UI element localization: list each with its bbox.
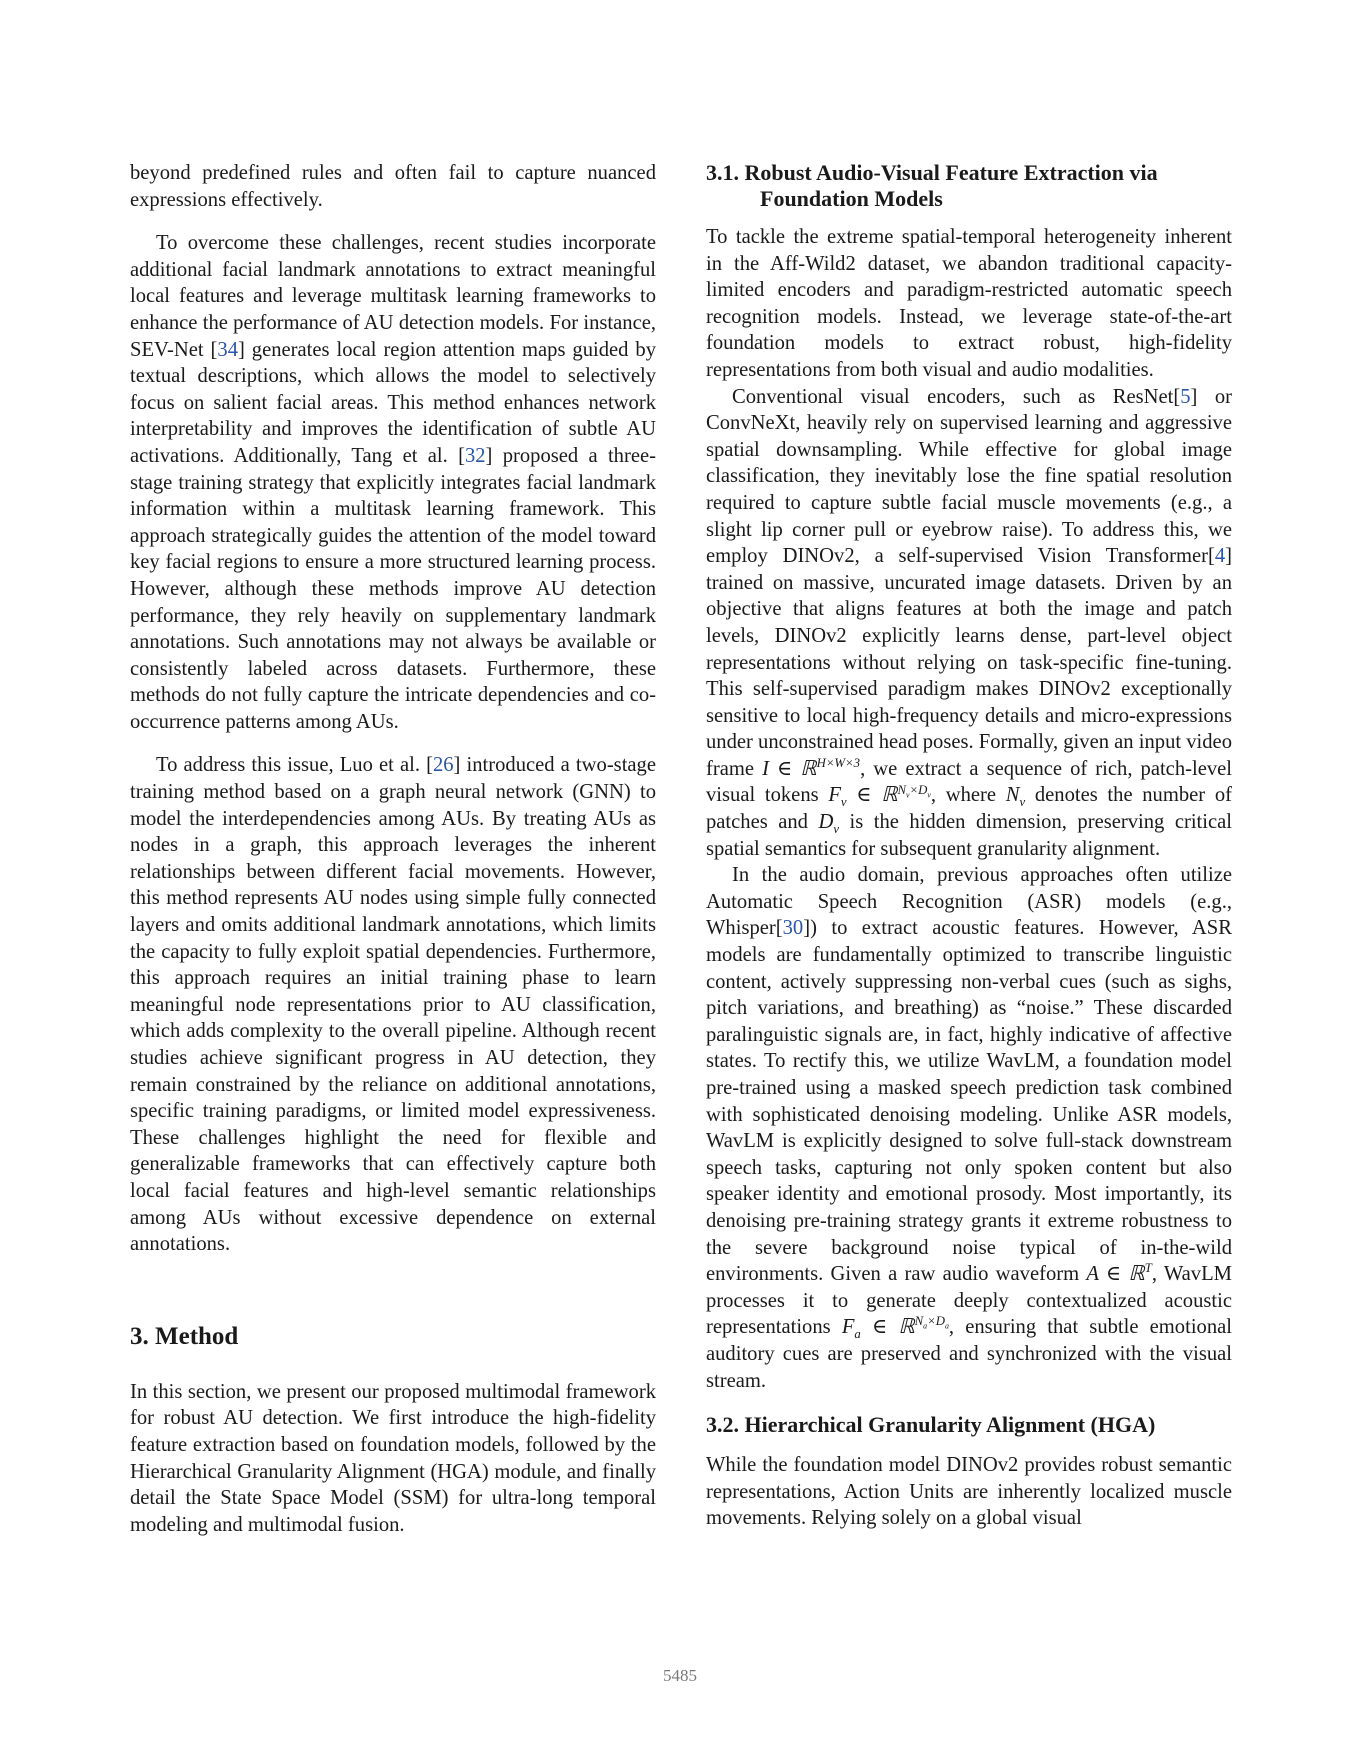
subsection-heading-feature-extraction: 3.1. Robust Audio-Visual Feature Extraction via Foundation Models [706, 160, 1158, 211]
subsection-heading-hga: 3.2. Hierarchical Granularity Alignment (HGA) [706, 1412, 1156, 1438]
citation-link[interactable]: 4 [1214, 545, 1226, 568]
left-column [130, 160, 656, 1538]
paragraph-landmark-methods: To overcome these challenges, recent studies incorporate additional facial landmark annotations to extract meaningful local features and leverage multitask learning frameworks to enhance the performance of AU detection models. For instance, SEV-Net [34] generates local region attention maps guided by textual descriptions, which allows the model to selectively focus on salient facial areas. This method enhances network interpretability and improves the identification of subtle AU activations. Additionally, Tang et al. [32] proposed a three-stage training strategy that explicitly integrates facial landmark information within a multitask learning framework. This approach strategically guides the attention of the model toward key facial regions to ensure a more structured learning process. However, although these methods improve AU detection performance, they rely heavily on supplementary landmark annotations. Such annotations may not always be available or consistently labeled across datasets. Furthermore, these methods do not fully capture the intricate dependencies and co-occurrence patterns among AUs. [130, 232, 656, 733]
paragraph-hga-intro: While the foundation model DINOv2 provides robust semantic representations, Action Units are inherently localized muscle movements. Relying solely on a global visual [706, 1454, 1232, 1530]
paragraph-intro-continued: beyond predefined rules and often fail to capture nuanced expressions effectively. [130, 162, 656, 211]
math-visual-tokens: $F_v$ ∈ ℝ$^{N_v\times D_v}$ [828, 782, 931, 810]
citation-link[interactable]: 5 [1180, 385, 1191, 408]
math-acoustic-features: $F_a$ ∈ ℝ$^{N_a\times D_a}$ [841, 1314, 949, 1342]
citation-link[interactable]: 32 [464, 444, 486, 467]
math-audio-waveform: A ∈ ℝ$^T$ [1086, 1261, 1152, 1286]
paragraph-audio-encoder: In the audio domain, previous approaches often utilize Automatic Speech Recognition (ASR) models (e.g., Whisper[30]) to extract acoustic features. However, ASR models are fundamentally optimized to transcribe linguistic content, actively suppressing non-verbal cues (such as sighs, pitch variations, and breathing) as “noise.” These discarded paralinguistic signals are, in fact, highly indicative of affective states. To rectify this, we utilize WavLM, a foundation model pre-trained using a masked speech prediction task combined with sophisticated denoising modeling. Unlike ASR models, WavLM is explicitly designed to solve full-stack downstream speech tasks, capturing not only spoken content but also speaker identity and emotional prosody. Most importantly, its denoising pre-training strategy grants it extreme robustness to the severe background noise typical of in-the-wild environments. Given a raw audio waveform A ∈ ℝ$^T$, WavLM processes it to generate deeply contextualized acoustic representations $F_a$ ∈ ℝ$^{N_a\times D_a}$, ensuring that subtle emotional auditory cues are preserved and synchronized with the visual stream. [706, 864, 1233, 1392]
citation-link[interactable]: 26 [432, 754, 454, 777]
paragraph-gnn-methods: To address this issue, Luo et al. [26] introduced a two-stage training method based on a graph neural network (GNN) to model the interdependencies among AUs. By treating AUs as nodes in a graph, this approach leverages the inherent relationships between different facial movements. However, this method represents AU nodes using simple fully connected layers and omits additional landmark annotations, which limits the capacity to fully exploit spatial dependencies. Furthermore, this approach requires an initial training phase to learn meaningful node representations prior to AU classification, which adds complexity to the overall pipeline. Although recent studies achieve significant progress in AU detection, they remain constrained by the reliance on additional annotations, specific training paradigms, or limited model expressiveness. These challenges highlight the need for flexible and generalizable frameworks that can effectively capture both local facial features and high-level semantic relationships among AUs without excessive dependence on external annotations. [130, 754, 656, 1256]
page-number: 5485 [663, 1666, 697, 1685]
citation-link[interactable]: 34 [217, 338, 238, 361]
math-num-patches: $N_v$ [1005, 784, 1026, 810]
paragraph-visual-encoder: Conventional visual encoders, such as ResNet[5] or ConvNeXt, heavily rely on supervised learning and aggressive spatial downsampling. While effective for global image classification, they inevitably lose the fine spatial resolution required to capture subtle facial muscle movements (e.g., a slight lip corner pull or eyebrow raise). To address this, we employ DINOv2, a self-supervised Vision Transformer[4] trained on massive, uncurated image datasets. Driven by an objective that aligns features at both the image and patch levels, DINOv2 explicitly learns dense, part-level object representations without relying on task-specific fine-tuning. This self-supervised paradigm makes DINOv2 exceptionally sensitive to local high-frequency details and micro-expressions under unconstrained head poses. Formally, given an input video frame I ∈ ℝ$^{H\times W\times 3}$, we extract a sequence of rich, patch-level visual tokens $F_v$ ∈ ℝ$^{N_v\times D_v}$, where $N_v$ denotes the number of patches and $D_v$ is the hidden dimension, preserving critical spatial semantics for subsequent granularity alignment. [706, 385, 1232, 860]
citation-link[interactable]: 30 [782, 917, 804, 940]
section-heading-method: 3. Method [130, 1322, 239, 1350]
paragraph-method-overview: In this section, we present our proposed multimodal framework for robust AU detection. We first introduce the high-fidelity feature extraction based on foundation models, followed by the Hierarchical Granularity Alignment (HGA) module, and finally detail the State Space Model (SSM) for ultra-long temporal modeling and multimodal fusion. [130, 1380, 656, 1536]
math-input-frame: I ∈ ℝ$^{H\times W\times 3}$ [762, 756, 861, 780]
math-hidden-dim: $D_v$ [818, 811, 840, 837]
right-column [706, 160, 1232, 1532]
paragraph-foundation-intro: To tackle the extreme spatial-temporal heterogeneity inherent in the Aff-Wild2 dataset, we abandon traditional capacity-limited encoders and paradigm-restricted automatic speech recognition models. Instead, we leverage state-of-the-art foundation models to extract robust, high-fidelity representations from both visual and audio modalities. [706, 226, 1232, 381]
